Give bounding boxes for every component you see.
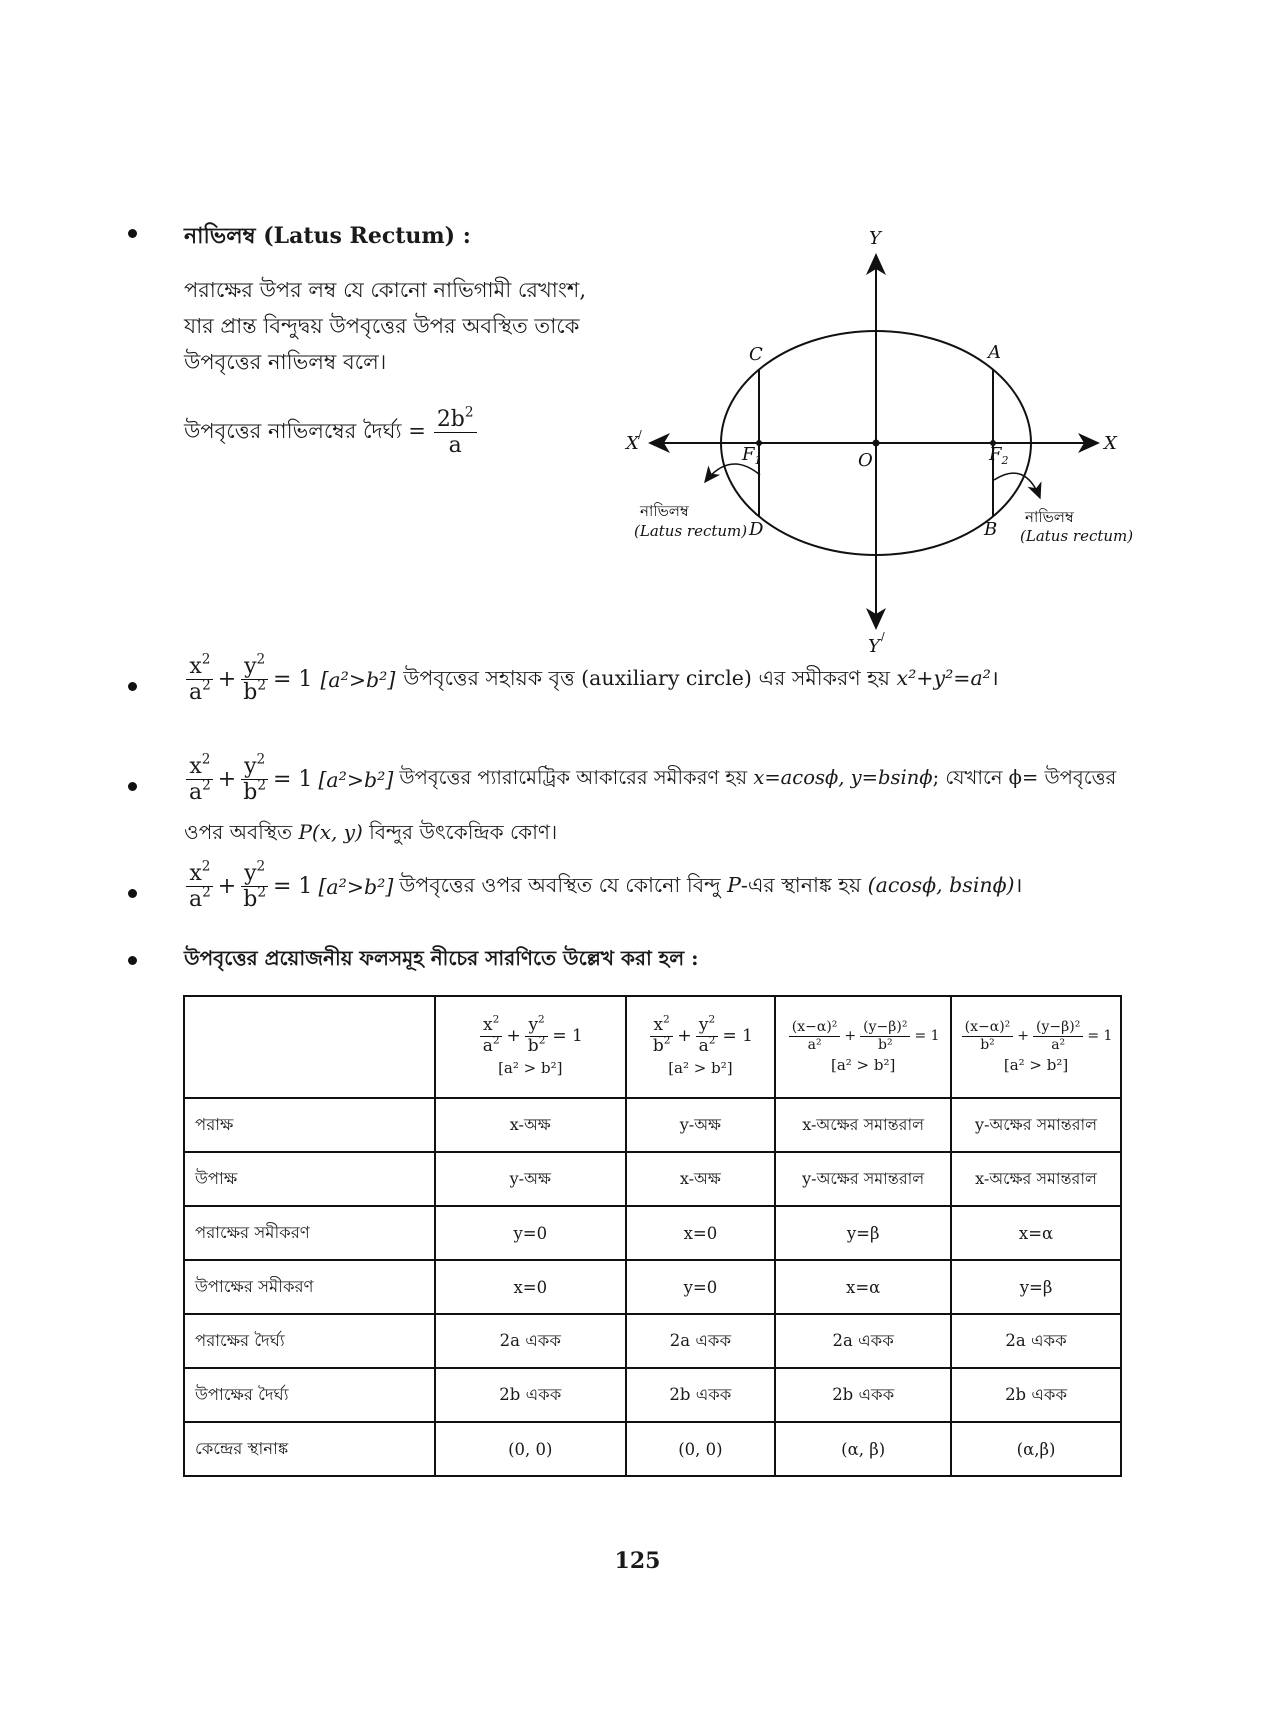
point-p: P(x, y) [298,820,363,844]
condition: [a²>b²] [318,874,394,899]
table-cell: x=α [951,1206,1121,1260]
table-cell: y-অক্ষের সমান্তরাল [951,1098,1121,1152]
bullet-auxiliary-circle [184,651,999,706]
table-row [184,1206,1121,1260]
bullet-marker [128,682,137,691]
y-prime-mark: / [881,630,885,643]
table-cell: y=0 [626,1260,776,1314]
row-label: পরাক্ষের দৈর্ঘ্য [184,1314,435,1368]
header-equation-1: $\frac{x^2}{a^2}$ + $\frac{y^2}{b^2}$ = 1 [a² > b²] [435,996,626,1098]
table-cell: x-অক্ষ [626,1152,776,1206]
table-row [184,1368,1121,1422]
label-x-prime: X [626,433,639,454]
table-header-row [184,996,1121,1098]
header-equation-3: $\frac{\text{(x−α)²}}{\text{a²}}$ + $\frac{\text{(y−β)²}}{\text{b²}}$ = 1 [a² > b²] [775,996,951,1098]
label-d: D [749,519,764,540]
label-c: C [749,344,763,365]
table-cell: x=0 [435,1260,626,1314]
table-cell: (0, 0) [435,1422,626,1476]
length-numerator: 2b [436,407,465,432]
label-f2: $F_2$ [989,444,1009,467]
parametric-text: উপবৃত্তের প্যারামেট্রিক আকারের সমীকরণ হয় [399,765,754,789]
table-cell: x-অক্ষের সমান্তরাল [775,1098,951,1152]
table-cell: (α,β) [951,1422,1121,1476]
focus-f1-point [756,440,762,446]
table-cell: x=0 [626,1206,776,1260]
table-cell: y-অক্ষ [626,1098,776,1152]
danda: । [1014,872,1023,897]
header-condition: [a² > b²] [668,1059,733,1078]
table-cell: 2a একক [775,1314,951,1368]
table-cell: y-অক্ষ [435,1152,626,1206]
text: বিন্দুর উৎকেন্দ্রিক কোণ। [362,820,558,844]
table-cell: x-অক্ষ [435,1098,626,1152]
table-cell: (0, 0) [626,1422,776,1476]
table-cell: y=0 [435,1206,626,1260]
definition-line: পরাক্ষের উপর লম্ব যে কোনো নাভিগামী রেখাংশ, [184,278,587,302]
latus-rectum-definition [184,272,634,380]
row-label: পরাক্ষ [184,1098,435,1152]
bullet-marker [128,956,137,965]
label-y: Y [869,228,881,249]
header-condition: [a² > b²] [1003,1056,1069,1075]
bullet-point-coordinates [184,858,1023,913]
table-row [184,1152,1121,1206]
bullet-marker [128,782,137,791]
callout-arrow-right [994,473,1040,498]
table-cell: 2b একক [775,1368,951,1422]
text: -এর স্থানাঙ্ক হয় [740,872,868,897]
parametric-equation: x=acosϕ, y=bsinϕ [753,765,933,789]
page-number: 125 [614,1548,661,1574]
label-origin: O [858,450,873,471]
danda: । [990,665,999,690]
text: ওপর অবস্থিত [184,820,299,844]
center-point [873,440,880,447]
table-cell: 2b একক [626,1368,776,1422]
x-prime-mark: / [638,428,642,441]
table-intro: উপবৃত্তের প্রয়োজনীয় ফলসমূহ নীচের সারণিতে উল্লেখ করা হল : [184,946,699,970]
definition-line: উপবৃত্তের নাভিলম্ব বলে। [184,350,387,374]
table-cell: 2a একক [626,1314,776,1368]
condition: [a²>b²] [318,767,394,792]
table-cell: y=β [775,1206,951,1260]
table-row [184,1422,1121,1476]
section-title-latus-rectum: নাভিলম্ব (Latus Rectum) : [184,223,471,249]
table-cell: x-অক্ষের সমান্তরাল [951,1152,1121,1206]
table-cell: 2a একক [951,1314,1121,1368]
header-condition: [a² > b²] [498,1059,563,1078]
table-body [184,1098,1121,1476]
header-equation-4: $\frac{\text{(x−α)²}}{\text{b²}}$ + $\frac{\text{(y−β)²}}{\text{a²}}$ = 1 [a² > b²] [951,996,1121,1098]
length-denominator: a [448,433,462,459]
condition: [a²>b²] [320,667,396,692]
table-corner-cell [184,996,435,1098]
text: উপবৃত্তের ওপর অবস্থিত যে কোনো বিন্দু [399,872,728,897]
latus-rectum-length-formula [184,404,479,459]
auxiliary-result: x²+y²=a² [896,665,991,690]
coordinates: (acosϕ, bsinϕ) [867,872,1015,897]
table-cell: 2b একক [435,1368,626,1422]
table-cell: (α, β) [775,1422,951,1476]
latus-label-right-bn: নাভিলম্ব [1025,508,1074,526]
bullet-parametric-form [184,751,1117,806]
header-equation-2: $\frac{x^2}{b^2}$ + $\frac{y^2}{a^2}$ = 1 [a² > b²] [626,996,776,1098]
label-b: B [984,519,998,540]
ellipse-equation: $\frac{x^2}{a^2}$ + $\frac{y^2}{b^2}$ = 1 [184,862,312,911]
bullet-marker [128,889,137,898]
length-fraction [434,404,477,459]
row-label: উপাক্ষ [184,1152,435,1206]
latus-label-right-en: (Latus rectum) [1020,527,1134,545]
header-condition: [a² > b²] [830,1056,896,1075]
table-row [184,1260,1121,1314]
label-x: X [1104,433,1117,454]
parametric-second-line [184,818,557,851]
definition-line: যার প্রান্ত বিন্দুদ্বয় উপবৃত্তের উপর অবস্থিত তাকে [184,314,580,338]
label-y-prime: Y [868,636,880,657]
row-label: উপাক্ষের সমীকরণ [184,1260,435,1314]
latus-label-left-en: (Latus rectum) [634,522,748,540]
table-cell: 2a একক [435,1314,626,1368]
ellipse-equation: $\frac{x^2}{a^2}$ + $\frac{y^2}{b^2}$ = 1 [184,755,312,804]
ellipse-equation: $\frac{x^2}{a^2}$ + $\frac{y^2}{b^2}$ = 1 [184,655,312,704]
table-cell: 2b একক [951,1368,1121,1422]
callout-arrow-left [705,464,760,482]
row-label: কেন্দ্রের স্থানাঙ্ক [184,1422,435,1476]
latus-label-left-bn: নাভিলম্ব [640,502,689,520]
table-cell: y=β [951,1260,1121,1314]
ellipse-diagram [620,220,1140,660]
length-label: উপবৃত্তের নাভিলম্বের দৈর্ঘ্য = [184,419,426,444]
table-cell: y-অক্ষের সমান্তরাল [775,1152,951,1206]
ellipse-results-table [183,995,1122,1477]
label-a: A [988,342,1001,363]
parametric-where: ; যেখানে ϕ= উপবৃত্তের [932,765,1117,789]
exponent: 2 [464,404,474,421]
label-f1: $F_1$ [742,444,762,467]
point-p: P [727,872,741,897]
row-label: পরাক্ষের সমীকরণ [184,1206,435,1260]
bullet-marker [128,229,137,238]
table-cell: x=α [775,1260,951,1314]
table-row [184,1314,1121,1368]
auxiliary-text: উপবৃত্তের সহায়ক বৃত্ত (auxiliary circle) এর সমীকরণ হয় [403,665,897,690]
table-row [184,1098,1121,1152]
row-label: উপাক্ষের দৈর্ঘ্য [184,1368,435,1422]
